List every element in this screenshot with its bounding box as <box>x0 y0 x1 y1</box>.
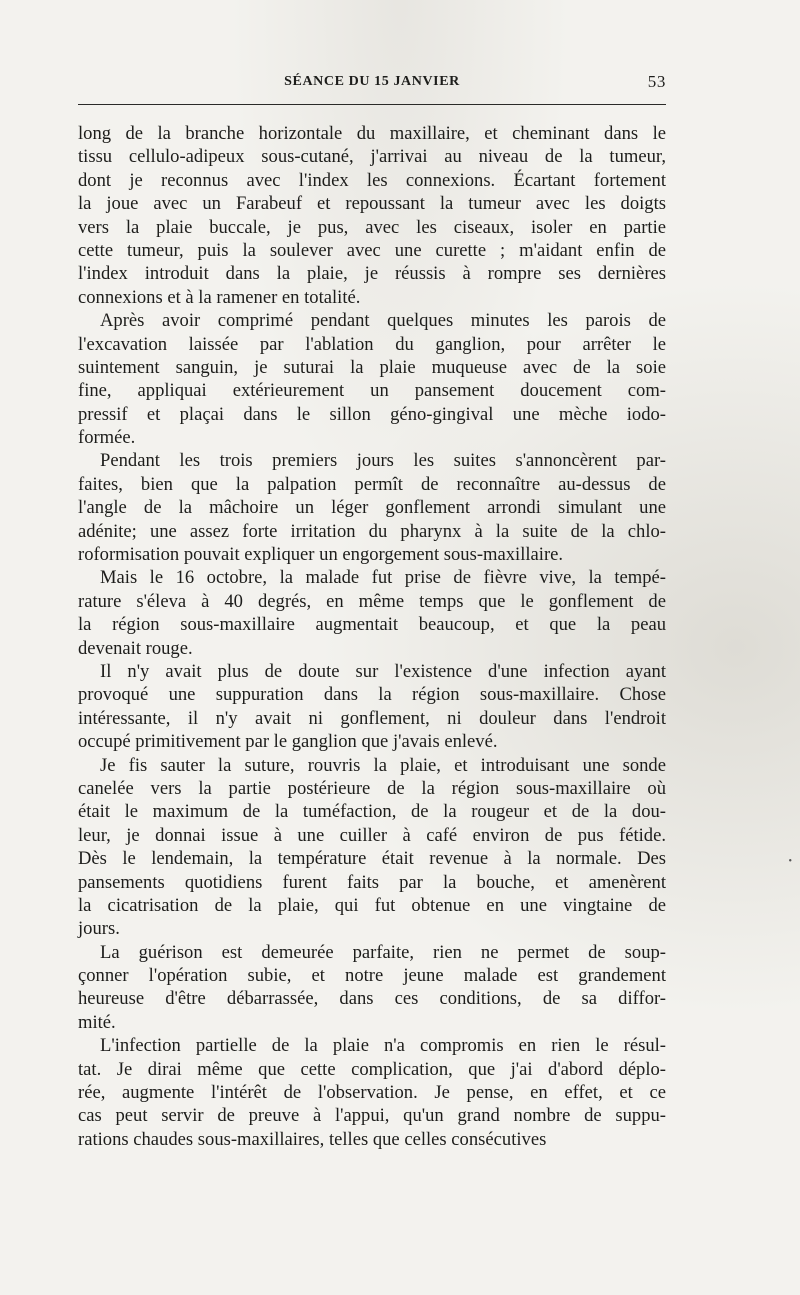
text-line: Après avoir comprimé pendant quelques minutes les parois de <box>100 310 666 332</box>
text-line: canelée vers la partie postérieure de la région sous-maxillaire où <box>78 777 666 799</box>
text-line: l'excavation laissée par l'ablation du ganglion, pour arrêter le <box>78 333 666 355</box>
running-title: SÉANCE DU 15 JANVIER <box>284 74 460 89</box>
page-number: 53 <box>647 72 666 91</box>
text-line: rée, augmente l'intérêt de l'observation. Je pense, en effet, et ce <box>78 1082 666 1104</box>
text-line: L'infection partielle de la plaie n'a compromis en rien le résul- <box>100 1035 666 1057</box>
text-line: cette tumeur, puis la soulever avec une curette ; m'aidant enfin de <box>78 239 666 261</box>
text-line: jours. <box>78 918 120 940</box>
text-line: formée. <box>78 427 136 449</box>
text-line: cas peut servir de preuve à l'appui, qu'un grand nombre de suppu- <box>78 1105 666 1127</box>
text-line: leur, je donnai issue à une cuiller à café environ de pus fétide. <box>78 824 666 846</box>
paragraph <box>78 941 666 1035</box>
text-line: rations chaudes sous-maxillaires, telles que celles consécutives <box>78 1128 547 1150</box>
text-line: Je fis sauter la suture, rouvris la plaie, et introduisant une sonde <box>100 754 666 776</box>
header-rule <box>78 104 666 105</box>
text-line: la région sous-maxillaire augmentait beaucoup, et que la peau <box>78 614 666 636</box>
text-line: çonner l'opération subie, et notre jeune malade est grandement <box>78 965 666 987</box>
text-line: mité. <box>78 1011 116 1033</box>
paragraph <box>78 754 666 941</box>
paragraph <box>78 449 666 566</box>
text-line: pressif et plaçai dans le sillon géno-gingival une mèche iodo- <box>78 403 666 425</box>
paragraph <box>78 566 666 660</box>
paragraph <box>78 122 666 309</box>
text-line: suintement sanguin, je suturai la plaie muqueuse avec de la soie <box>78 356 666 378</box>
text-line: vers la plaie buccale, je pus, avec les ciseaux, isoler en partie <box>78 216 666 238</box>
text-line: heureuse d'être débarrassée, dans ces conditions, de sa diffor- <box>78 988 666 1010</box>
text-line: adénite; une assez forte irritation du pharynx à la suite de la chlo- <box>78 520 666 542</box>
text-line: connexions et à la ramener en totalité. <box>78 286 361 308</box>
text-line: intéressante, il n'y avait ni gonflement, ni douleur dans l'endroit <box>78 707 666 729</box>
text-line: l'index introduit dans la plaie, je réussis à rompre ses dernières <box>78 263 666 285</box>
text-line: rature s'éleva à 40 degrés, en même temps que le gonflement de <box>78 590 666 612</box>
text-line: faites, bien que la palpation permît de reconnaître au-dessus de <box>78 473 666 495</box>
text-line: la joue avec un Farabeuf et repoussant la tumeur avec les doigts <box>78 193 666 215</box>
text-line: occupé primitivement par le ganglion que j'avais enlevé. <box>78 731 498 753</box>
text-line: dont je reconnus avec l'index les connexions. Écartant fortement <box>78 169 666 191</box>
text-line: Dès le lendemain, la température était revenue à la normale. Des <box>78 848 666 870</box>
text-line: tissu cellulo-adipeux sous-cutané, j'arrivai au niveau de la tumeur, <box>78 146 666 168</box>
paragraph <box>78 309 666 449</box>
paragraph <box>78 1034 666 1151</box>
text-line: la cicatrisation de la plaie, qui fut obtenue en une vingtaine de <box>78 894 666 916</box>
text-line: La guérison est demeurée parfaite, rien ne permet de soup- <box>100 941 666 963</box>
text-line: pansements quotidiens furent faits par la bouche, et amenèrent <box>78 871 666 893</box>
text-line: devenait rouge. <box>78 637 193 659</box>
running-head <box>78 74 666 94</box>
text-line: long de la branche horizontale du maxillaire, et cheminant dans le <box>78 123 666 144</box>
text-line: roformisation pouvait expliquer un engorgement sous-maxillaire. <box>78 544 564 566</box>
text-line: était le maximum de la tuméfaction, de la rougeur et de la dou- <box>78 801 666 823</box>
body-text <box>78 122 666 1151</box>
text-line: Mais le 16 octobre, la malade fut prise de fièvre vive, la tempé- <box>100 567 666 589</box>
text-line: l'angle de la mâchoire un léger gonflement arrondi simulant une <box>78 497 666 519</box>
text-line: tat. Je dirai même que cette complication, que j'ai d'abord déplo- <box>78 1058 666 1080</box>
paragraph <box>78 660 666 754</box>
text-line: provoqué une suppuration dans la région sous-maxillaire. Chose <box>78 684 666 706</box>
text-line: Il n'y avait plus de doute sur l'existence d'une infection ayant <box>100 660 666 682</box>
text-line: Pendant les trois premiers jours les suites s'annoncèrent par- <box>100 450 666 472</box>
margin-dot: • <box>788 856 792 867</box>
text-line: fine, appliquai extérieurement un pansement doucement com- <box>78 380 666 402</box>
